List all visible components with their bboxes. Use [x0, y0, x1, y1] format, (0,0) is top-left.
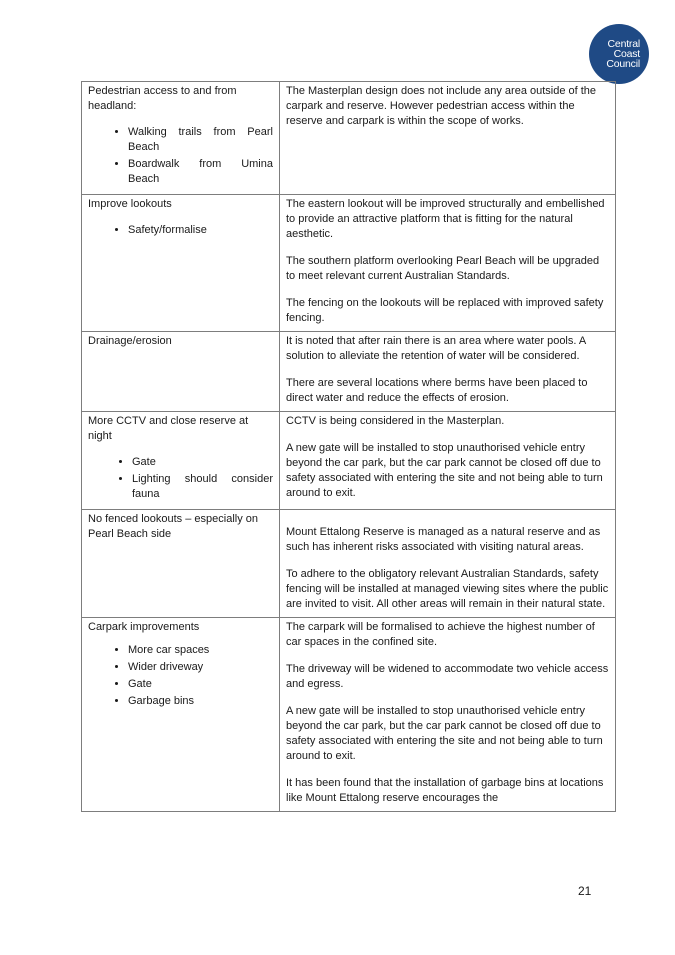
response-cell	[280, 412, 616, 510]
response-paragraph: The Masterplan design does not include any area outside of the carpark and reserve. However pedestrian access within the reserve and carpark is within the scope of works.	[286, 85, 597, 127]
response-paragraph: There are several locations where berms have been placed to direct water and reduce the effects of erosion.	[286, 377, 588, 404]
list-item: • Lighting should consider fauna	[132, 472, 273, 502]
list-item: • Gate	[128, 677, 273, 692]
list-item: • Walking trails from Pearl Beach	[128, 125, 273, 155]
list-item: • Wider driveway	[128, 660, 273, 675]
response-paragraph: To adhere to the obligatory relevant Australian Standards, safety fencing will be installed at managed viewing sites where the public are invited to visit. All other areas will remain in their natural state.	[286, 568, 609, 610]
cell-spacer	[286, 512, 609, 525]
response-paragraph: A new gate will be installed to stop unauthorised vehicle entry beyond the car park, but the car park cannot be closed off due to safety associated with entering the site and not being able to turn around to exit.	[286, 705, 603, 762]
topic-cell	[82, 510, 280, 618]
logo-line-central: Central	[607, 38, 640, 50]
list-item: • More car spaces	[128, 643, 273, 658]
consultation-response-table	[81, 81, 616, 812]
topic-bullet-list	[88, 643, 273, 709]
table-row	[82, 618, 616, 812]
response-paragraph: The fencing on the lookouts will be replaced with improved safety fencing.	[286, 297, 604, 324]
list-item: • Garbage bins	[128, 694, 273, 709]
response-cell	[280, 510, 616, 618]
topic-text: Pedestrian access to and from headland:	[88, 85, 237, 112]
topic-cell	[82, 332, 280, 412]
response-cell	[280, 618, 616, 812]
topic-text: No fenced lookouts – especially on Pearl Beach side	[88, 513, 258, 540]
topic-cell	[82, 618, 280, 812]
topic-bullet-list	[88, 223, 273, 238]
topic-bullet-list	[88, 125, 273, 187]
topic-bullet-list	[88, 455, 273, 502]
table-row	[82, 412, 616, 510]
table-row	[82, 195, 616, 332]
response-paragraph: A new gate will be installed to stop unauthorised vehicle entry beyond the car park, but the car park cannot be closed off due to safety associated with entering the site and not being able to turn around to exit.	[286, 442, 603, 499]
response-paragraph: Mount Ettalong Reserve is managed as a natural reserve and as such has inherent risks associated with visiting natural areas.	[286, 526, 601, 553]
list-item: • Gate	[132, 455, 273, 470]
table-row	[82, 510, 616, 618]
response-paragraph: CCTV is being considered in the Masterplan.	[286, 415, 505, 427]
response-cell	[280, 195, 616, 332]
response-cell	[280, 82, 616, 195]
response-paragraph: It has been found that the installation of garbage bins at locations like Mount Ettalong reserve encourages the	[286, 777, 604, 804]
table-row	[82, 332, 616, 412]
response-paragraph: The carpark will be formalised to achieve the highest number of car spaces in the confined site.	[286, 621, 595, 648]
response-paragraph: The eastern lookout will be improved structurally and embellished to provide an attractive platform that is fitting for the natural aesthetic.	[286, 198, 605, 240]
topic-cell	[82, 195, 280, 332]
list-item: • Safety/formalise	[128, 223, 273, 238]
topic-cell	[82, 82, 280, 195]
list-item: • Boardwalk from Umina Beach	[128, 157, 273, 187]
response-cell	[280, 332, 616, 412]
response-paragraph: It is noted that after rain there is an area where water pools. A solution to alleviate the retention of water will be considered.	[286, 335, 586, 362]
topic-text: Improve lookouts	[88, 198, 172, 210]
logo-line-council: Council	[606, 58, 640, 70]
table-row	[82, 82, 616, 195]
response-paragraph: The southern platform overlooking Pearl Beach will be upgraded to meet relevant current Australian Standards.	[286, 255, 600, 282]
topic-text: More CCTV and close reserve at night	[88, 415, 249, 442]
page-number: 21	[578, 884, 592, 898]
central-coast-council-logo	[589, 24, 649, 84]
logo-line-coast: Coast	[613, 48, 640, 60]
topic-text: Drainage/erosion	[88, 335, 172, 347]
topic-text: Carpark improvements	[88, 621, 200, 633]
response-paragraph: The driveway will be widened to accommodate two vehicle access and egress.	[286, 663, 609, 690]
topic-cell	[82, 412, 280, 510]
